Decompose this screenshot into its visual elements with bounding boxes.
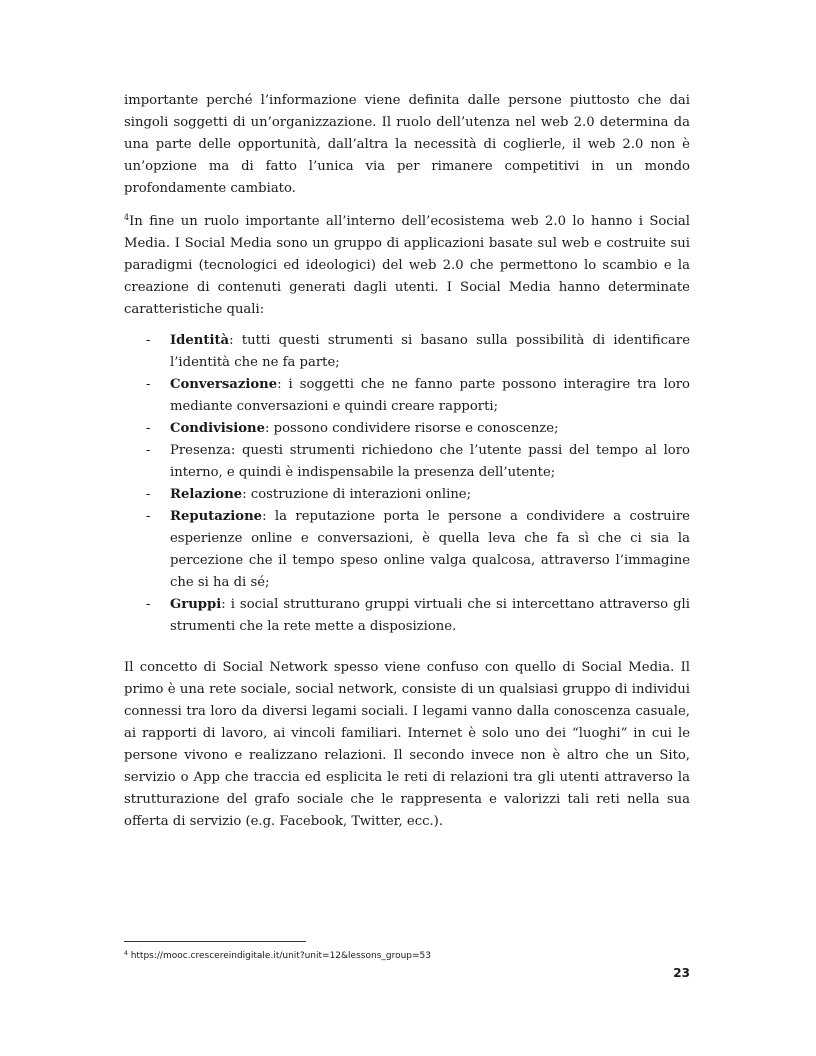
list-item-term: Relazione — [170, 487, 243, 502]
list-item-term: Identità — [170, 333, 230, 348]
footnote — [124, 949, 431, 963]
list-item — [124, 484, 690, 506]
list-item-term: Condivisione — [170, 421, 265, 436]
paragraph-3: Il concetto di Social Network spesso viene confuso con quello di Social Media. Il primo è una rete sociale, social network, consiste di un qualsiasi gruppo di individui connessi tra loro da diversi legami sociali. I legami vanno dalla conoscenza casuale, ai rapporti di lavoro, ai vincoli familiari. Internet è solo uno dei “luoghi” in cui le persone vivono e realizzano relazioni. Il secondo invece non è altro che un Sito, servizio o App che traccia ed esplicita le reti di relazioni tra gli utenti attraverso la strutturazione del grafo sociale che le rappresenta e valorizzi tali reti nella sua offerta di servizio (e.g. Facebook, Twitter, ecc.). — [124, 660, 690, 829]
list-item-term: Gruppi — [170, 597, 222, 612]
paragraph-1: importante perché l’informazione viene definita dalle persone piuttosto che dai singoli soggetti di un’organizzazione. Il ruolo dell’utenza nel web 2.0 determina da una parte delle opportunità, dall’altra la necessità di coglierle, il web 2.0 non è un’opzione ma di fatto l’unica via per rimanere competitivi in un mondo profondamente cambiato. — [124, 93, 690, 196]
list-bullet: - — [146, 421, 151, 436]
list-item-text: : tutti questi strumenti si basano sulla possibilità di identificare l’identità che ne fa parte; — [170, 333, 690, 370]
footnote-link[interactable]: https://mooc.crescereindigitale.it/unit?unit=12&lessons_group=53 — [130, 951, 431, 961]
footnote-divider — [124, 941, 306, 942]
page-number: 23 — [673, 966, 690, 980]
list-item — [124, 330, 690, 374]
list-item-text: Presenza: questi strumenti richiedono che l’utente passi del tempo al loro interno, e quindi è indispensabile la presenza dell’utente; — [170, 443, 690, 480]
list-item-text: : i social strutturano gruppi virtuali che si intercettano attraverso gli strumenti che la rete mette a disposizione. — [170, 597, 690, 634]
list-bullet: - — [146, 509, 151, 524]
list-item — [124, 440, 690, 484]
list-item — [124, 594, 690, 638]
list-item-text: : possono condividere risorse e conoscenze; — [265, 421, 559, 436]
footnote-number: 4 — [124, 950, 128, 957]
list-item-term: Reputazione — [170, 509, 263, 524]
list-item — [124, 506, 690, 594]
list-bullet: - — [146, 443, 151, 458]
list-bullet: - — [146, 377, 151, 392]
social-media-characteristics-list — [124, 330, 690, 638]
paragraph-2 — [124, 211, 690, 321]
list-item-text: : i soggetti che ne fanno parte possono interagire tra loro mediante conversazioni e quindi creare rapporti; — [170, 377, 690, 414]
list-bullet: - — [146, 597, 151, 612]
footnote-reference: 4 — [124, 213, 130, 222]
list-item-text: : la reputazione porta le persone a condividere a costruire esperienze online e conversazioni, è quella leva che fa sì che ci sia la percezione che il tempo speso online valga qualcosa, attraverso l’immagine che si ha di sé; — [170, 509, 690, 590]
list-bullet: - — [146, 487, 151, 502]
list-bullet: - — [146, 333, 151, 348]
list-item-term: Conversazione — [170, 377, 278, 392]
list-item — [124, 374, 690, 418]
list-item-text: : costruzione di interazioni online; — [242, 487, 472, 502]
paragraph-2-text: In fine un ruolo importante all’interno dell’ecosistema web 2.0 lo hanno i Social Media. I Social Media sono un gruppo di applicazioni basate sul web e costruite sui paradigmi (tecnologici ed ideologici) del web 2.0 che permettono lo scambio e la creazione di contenuti generati dagli utenti. I Social Media hanno determinate caratteristiche quali: — [124, 214, 690, 317]
list-item — [124, 418, 690, 440]
